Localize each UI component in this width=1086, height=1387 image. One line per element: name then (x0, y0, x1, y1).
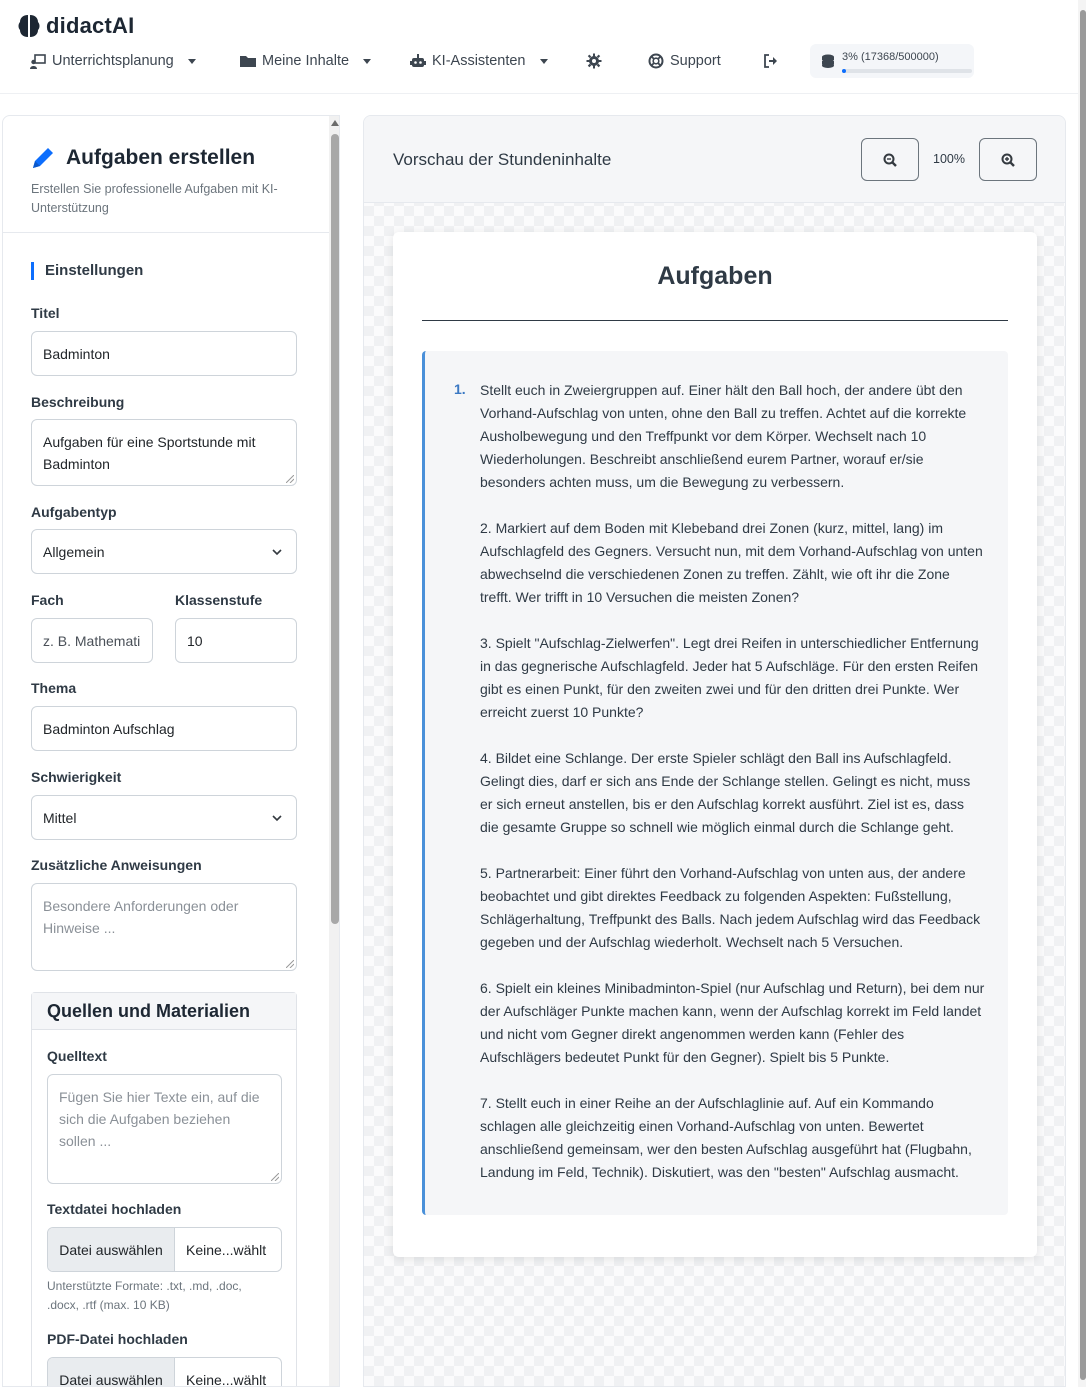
grade-value: 10 (187, 632, 203, 649)
nav-ai-assistants-label: KI-Assistenten (432, 53, 526, 69)
task-type-select[interactable] (31, 529, 297, 574)
text-file-label: Textdatei hochladen (47, 1201, 182, 1217)
topic-input[interactable] (31, 706, 297, 751)
brand-name: didactAI (46, 13, 135, 38)
chevron-down-icon (540, 59, 548, 64)
topic-label: Thema (31, 680, 77, 696)
panel-scrollbar-thumb[interactable] (331, 134, 339, 924)
pdf-file-label: PDF-Datei hochladen (47, 1331, 188, 1347)
text-file-choose-button[interactable]: Datei auswählen (48, 1228, 175, 1271)
robot-icon (410, 53, 426, 69)
source-text-label: Quelltext (47, 1048, 107, 1064)
task-item: 5. Partnerarbeit: Einer führt den Vorhand-Aufschlag von unten aus, der andere beobachtet und gibt direktes Feedback zu folgenden Aspekten: Fußstellung, Schlägerhaltung, Treffpunkt des Balls. Nach jedem Aufschlag wird das Feedback gegeben und der Aufschlag wiederholt. Wechselt nach 5 Versuchen. (480, 865, 981, 950)
brand[interactable] (18, 13, 134, 39)
document-title: Aufgaben (657, 262, 773, 290)
nav-my-content-label: Meine Inhalte (262, 53, 350, 69)
token-usage-fill (842, 69, 846, 73)
task-text (480, 379, 985, 1207)
folder-icon (240, 53, 256, 69)
task-type-label: Aufgabentyp (31, 504, 117, 520)
chalkboard-teacher-icon (30, 53, 46, 69)
title-value: Badminton (43, 345, 110, 362)
task-item: 6. Spielt ein kleines Minibadminton-Spiel (nur Aufschlag und Return), bei dem nur der Aufschläger Punkte machen kann, wenn der Aufschlag korrekt im Feld landet und nicht vom Gegner direkt angenommen werden kann (Fehler des Aufschlägers bedeutet Punkt für den Gegner). Spielt bis 5 Punkte. (480, 980, 985, 1065)
pdf-file-input[interactable] (47, 1357, 282, 1387)
text-file-hint: Unterstützte Formate: .txt, .md, .doc, .docx, .rtf (max. 10 KB) (47, 1279, 242, 1312)
sign-out-icon (763, 53, 779, 69)
chevron-down-icon (188, 59, 196, 64)
task-item: 4. Bildet eine Schlange. Der erste Spieler schlägt den Ball ins Aufschlagfeld. Gelingt dies, darf er sich ans Ende der Schlange stellen. Gelingt es nicht, muss er sich erneut anstellen, bis er den Aufschlag korrekt ausführt. Ziel ist es, dass die gesamte Gruppe so schnell wie möglich einmal durch die Schlange geht. (480, 750, 971, 835)
source-text-textarea[interactable] (47, 1074, 282, 1184)
panel-subtitle: Erstellen Sie professionelle Aufgaben mit KI-Unterstützung (31, 182, 278, 215)
difficulty-select[interactable] (31, 795, 297, 840)
page-scrollbar-thumb[interactable] (1080, 10, 1086, 1380)
panel-title: Aufgaben erstellen (66, 146, 256, 169)
token-usage-text: 3% (17368/500000) (842, 51, 939, 63)
subject-placeholder: z. B. Mathemati (43, 632, 141, 649)
instructions-label: Zusätzliche Anweisungen (31, 857, 202, 873)
nav-my-content[interactable] (240, 50, 371, 72)
task-settings-panel (2, 115, 340, 1387)
zoom-level: 100% (933, 152, 965, 166)
resize-handle-icon[interactable] (286, 475, 294, 483)
token-usage-bar (842, 69, 972, 73)
difficulty-label: Schwierigkeit (31, 769, 122, 785)
task-type-value: Allgemein (43, 543, 105, 560)
pdf-file-name: Keine...wählt (186, 1371, 267, 1387)
sources-title: Quellen und Materialien (32, 993, 296, 1030)
token-usage (810, 44, 974, 78)
instructions-placeholder: Besondere Anforderungen oder Hinweise ... (43, 898, 239, 936)
task-list (422, 351, 1008, 1215)
chevron-down-icon (272, 813, 282, 823)
coins-icon (821, 53, 835, 69)
preview-panel (363, 115, 1066, 1387)
resize-handle-icon[interactable] (286, 960, 294, 968)
task-item: 3. Spielt "Aufschlag-Zielwerfen". Legt drei Reifen in unterschiedlicher Entfernung in das gegnerische Aufschlagfeld. Jeder hat 5 Aufschläge. Für den ersten Reifen gibt es einen Punkt, für den zweiten zwei und für den dritten drei Punkte. Wer erreicht zuerst 10 Punkte? (480, 635, 979, 720)
chevron-down-icon (272, 547, 282, 557)
title-divider (422, 320, 1008, 321)
nav-lesson-planning-label: Unterrichtsplanung (52, 53, 174, 69)
preview-document (393, 232, 1037, 1257)
topic-value: Badminton Aufschlag (43, 720, 175, 737)
sources-card (31, 992, 297, 1387)
subject-input[interactable] (31, 618, 153, 663)
text-file-input[interactable] (47, 1227, 282, 1272)
zoom-in-button[interactable] (979, 138, 1037, 181)
description-value: Aufgaben für eine Sportstunde mit Badminton (43, 434, 256, 472)
task-item: Stellt euch in Zweiergruppen auf. Einer hält den Ball hoch, der andere übt den Vorhand-Aufschlag von unten, ohne den Ball zu treffen. Achtet auf die korrekte Ausholbewegung und den Treffpunkt vor dem Körper. Wechselt nach 10 Wiederholungen. Beschreibt anschließend eurem Partner, worauf er/sie besonders achten muss, um die Bewegung zu verbessern. (480, 382, 967, 490)
task-number: 1. (454, 381, 466, 397)
grade-input[interactable] (175, 618, 297, 663)
pencil-icon (31, 146, 55, 170)
panel-scrollbar[interactable] (329, 116, 340, 1387)
nav-settings[interactable] (586, 50, 602, 72)
zoom-in-icon (1001, 153, 1015, 167)
description-textarea[interactable] (31, 419, 297, 486)
preview-header (364, 116, 1065, 203)
chevron-down-icon (363, 59, 371, 64)
title-input[interactable] (31, 331, 297, 376)
instructions-textarea[interactable] (31, 883, 297, 971)
pdf-file-choose-button[interactable]: Datei auswählen (48, 1358, 175, 1387)
nav-ai-assistants[interactable] (410, 50, 548, 72)
navbar (0, 0, 1078, 94)
task-item: 2. Markiert auf dem Boden mit Klebeband drei Zonen (kurz, mittel, lang) im Aufschlagfeld des Gegners. Versucht nun, mit dem Vorhand-Aufschlag von unten abwechselnd die verschiedenen Zonen zu treffen. Zählt, wie oft ihr die Zone trefft. Wer trifft in 10 Versuchen die meisten Zonen? (480, 520, 983, 605)
source-text-placeholder: Fügen Sie hier Texte ein, auf die sich die Aufgaben beziehen sollen ... (59, 1089, 260, 1149)
subject-label: Fach (31, 592, 64, 608)
lifebuoy-icon (648, 53, 664, 69)
scroll-up-icon[interactable] (331, 120, 339, 126)
task-item: 7. Stellt euch in einer Reihe an der Aufschlaglinie auf. Auf ein Kommando schlagen alle gleichzeitig einen Vorhand-Aufschlag von unten. Bewertet anschließend gemeinsam, wer den besten Aufschlag ausgeführt hat (Flugbahn, Landung im Feld, Technik). Diskutiert, was den "besten" Aufschlag ausmacht. (480, 1095, 972, 1180)
nav-support-label: Support (670, 53, 721, 69)
title-label: Titel (31, 305, 60, 321)
brain-icon (18, 13, 40, 39)
zoom-out-icon (883, 153, 897, 167)
difficulty-value: Mittel (43, 809, 77, 826)
description-label: Beschreibung (31, 394, 125, 410)
preview-title: Vorschau der Stundeninhalte (393, 150, 612, 169)
grade-label: Klassenstufe (175, 592, 263, 608)
section-settings: Einstellungen (31, 262, 143, 280)
nav-support[interactable] (648, 50, 721, 72)
resize-handle-icon[interactable] (271, 1173, 279, 1181)
nav-lesson-planning[interactable] (30, 50, 196, 72)
text-file-name: Keine...wählt (186, 1241, 267, 1258)
panel-header (3, 116, 329, 233)
nav-logout[interactable] (763, 50, 779, 72)
gear-icon (586, 53, 602, 69)
zoom-out-button[interactable] (861, 138, 919, 181)
